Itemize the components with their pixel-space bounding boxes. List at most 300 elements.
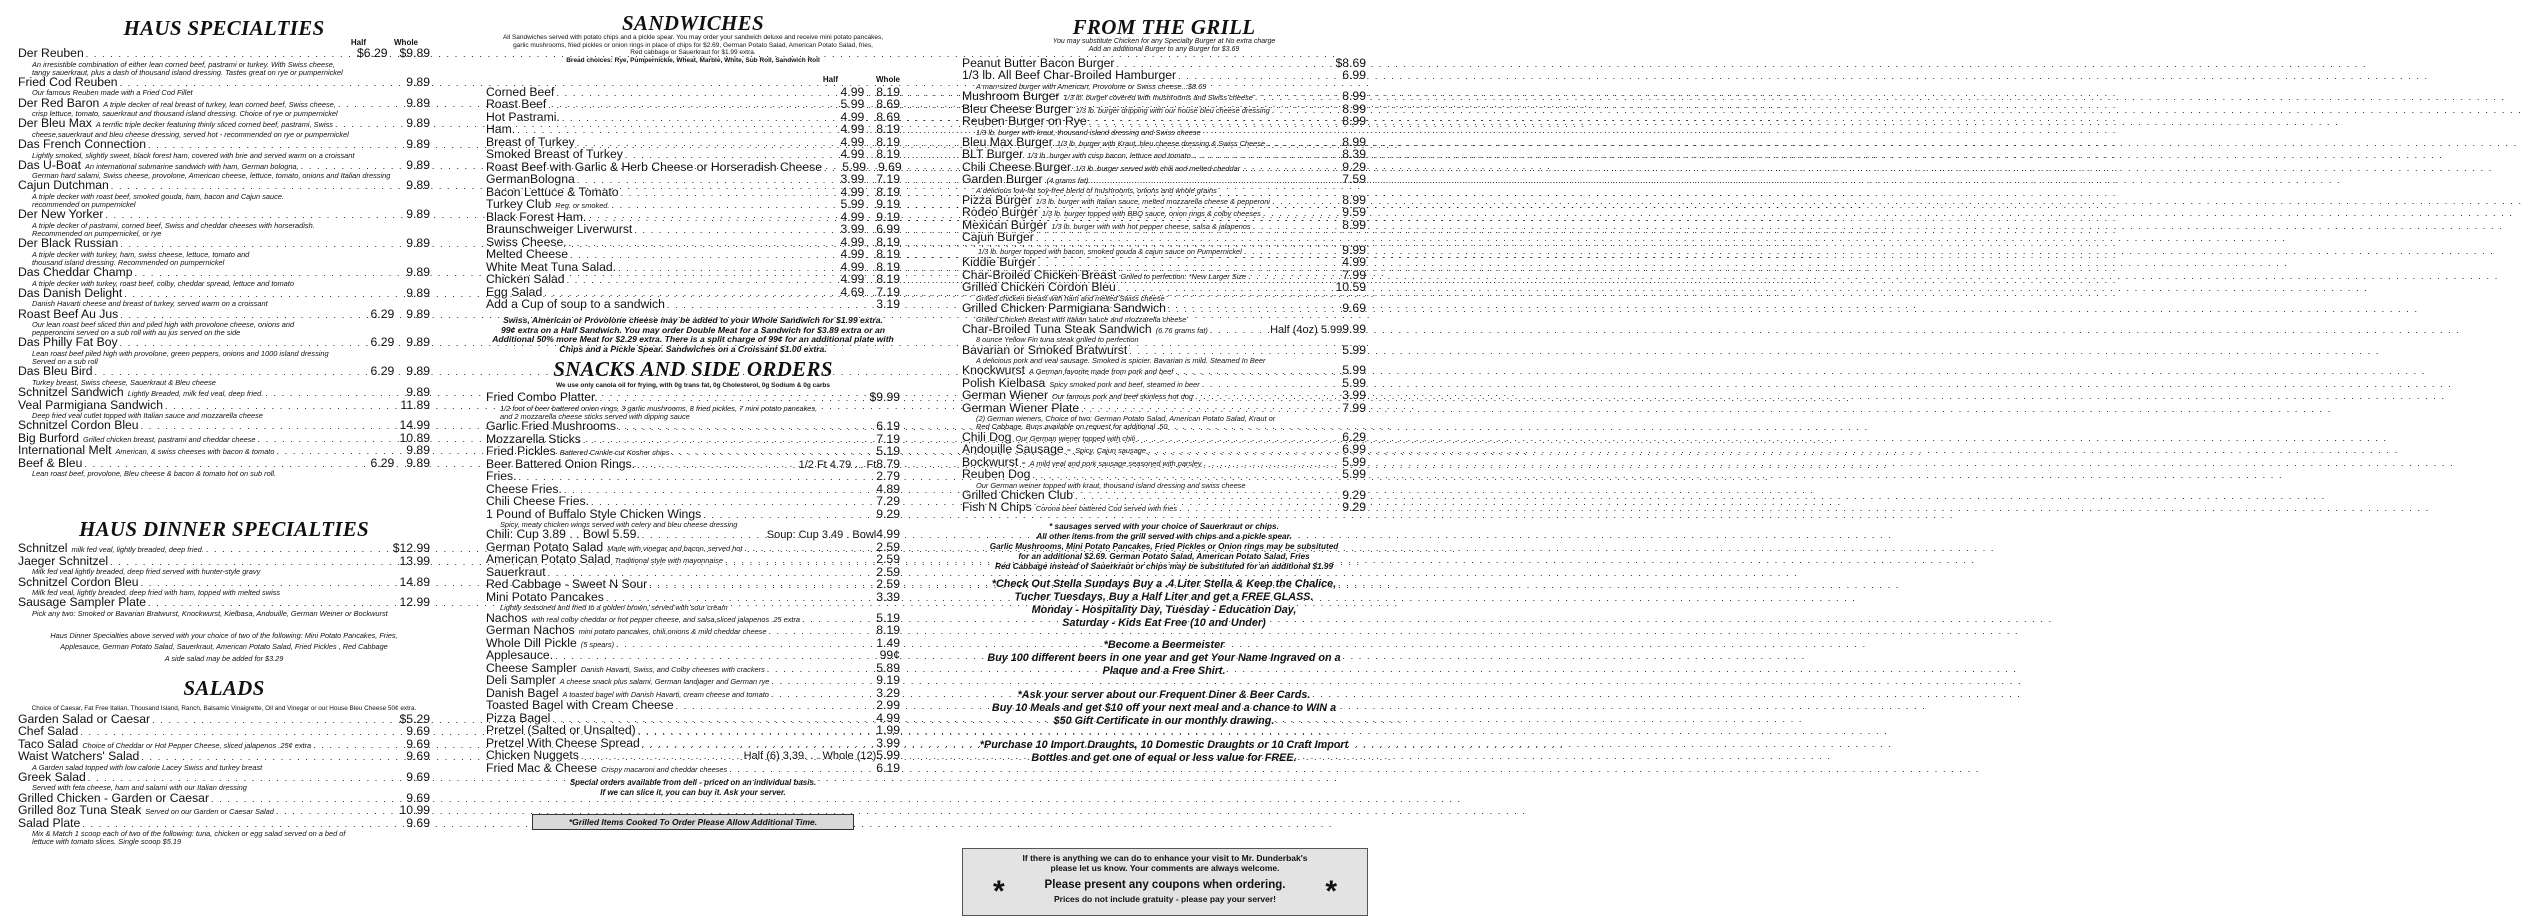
item-name: Cajun Dutchman [18,178,109,193]
menu-item [18,95,430,119]
item-price: 14.89 [399,574,430,589]
haus-specialties-list [18,48,430,478]
item-desc: Pick any two: Smoked or Bavarian Bratwurst, Knockwurst, Kielbasa, Andouille, German Weiner or Bockwurst [32,608,388,618]
item-name: Grilled Chicken Parmigiana Sandwich [962,301,1166,316]
dot-leader [564,485,874,497]
menu-item [486,554,900,567]
item-note: 1/3 lb. burger with Italian sauce, melted mozzarella cheese & pepperoni [1035,196,1270,206]
item-whole-price: 8.19 [876,272,900,287]
item-price: 1.99 [876,723,900,738]
item-note: 1/3 lb. burger covered with mushrooms and Swiss cheese [1063,93,1253,103]
dot-leader [768,626,874,638]
soup-add-price: 3.19 [876,297,900,312]
item-note: Spicy smoked pork and beef, steamed in beer [1049,379,1200,389]
item-price: 9.69 [406,749,430,764]
menu-item [18,711,430,727]
item-name: Taco Salad [18,736,79,751]
dot-leader [868,163,876,175]
item-half-price: 4.99 [840,147,865,162]
grilled-notice [532,814,854,830]
item-desc: Lean roast beef piled high with provolone, green peppers, onions and 1000 island dressing Served on a sub roll [32,348,329,367]
item-name: Pretzel (Salted or Unsalted) [486,723,636,738]
item-name: Breast of Turkey [486,134,575,149]
item-whole-price: 8.19 [876,147,900,162]
promo-frequent-diner: *Ask your server about our Frequent Diner & Beer Cards. Buy 10 Meals and get $10 off your next meal and a chance to WIN a $50 Gift Certificate in our monthly drawing. [991,688,1337,727]
item-name: Knockwurst [962,363,1025,378]
item-note: American, & swiss cheeses with bacon & tomato [115,447,275,457]
item-price: 12.99 [399,595,430,610]
salads-title: SALADS [183,676,265,701]
item-price: 7.29 [876,494,900,509]
item-name: Char-Broiled Chicken Breast [962,267,1117,282]
promo-draughts: *Purchase 10 Import Draughts, 10 Domestic Draughts or 10 Craft Import Bottles and get one of equal or less value for FREE. [979,738,1349,764]
item-name: German Nachos [486,623,575,638]
item-mid-price: Half (6) 3.39. . . Whole (12) [743,750,877,763]
item-whole-price: 8.19 [876,247,900,262]
sandwich-col-headers [486,76,900,84]
item-note: A mild veal and pork sausage seasoned with parsley [1029,458,1202,468]
item-name: Bacon Lettuce & Tomato [486,184,619,199]
item-price: 4.99 [876,710,900,725]
item-name: Chef Salad [18,724,79,739]
item-price: 9.89 [406,137,430,152]
menu-item [962,502,1366,515]
item-price: 6.99 [1342,68,1366,83]
item-mid-price: 1/2 Ft 4.79 . . Ft [798,458,877,471]
menu-item-line [18,209,430,222]
item-half-price: 6.29 [370,306,395,321]
promo-stella: *Check Out Stella Sundays Buy a .4 Liter Stella & Keep the Chalice, Tucher Tuesdays, Buy a Half Liter and get a FREE GLASS. Monday - Hospitality Day, Tuesday - Education Day, Saturday - Kids Eat Free (10 and Under) [991,577,1337,629]
menu-item-line [18,420,430,433]
menu-item-line [18,366,430,379]
menu-item-line [486,760,900,776]
menu-item [18,306,430,338]
menu-item [962,174,1366,195]
dot-leader [211,794,404,806]
item-name: Bleu Max Burger [962,134,1053,149]
item-name: Grilled Chicken - Garden or Caesar [18,790,210,805]
dot-leader [634,225,828,237]
dot-leader [258,434,398,446]
item-price: 9.69 [406,724,430,739]
item-name: International Melt [18,443,112,458]
item-price: 8.99 [1342,217,1366,232]
item-name: Grilled 8oz Tuna Steak [18,803,142,818]
menu-item-line [962,502,1366,515]
item-price: $12.99 [392,541,430,556]
item-name: Schnitzel [18,541,68,556]
item-note: Made with vinegar and bacon, served hot [607,543,743,553]
dot-leader [1091,175,1341,187]
item-price: 4.99 [1342,255,1366,270]
item-name: Mini Potato Pancakes [486,589,604,604]
item-note: Lightly Breaded, milk fed veal, deep fried. [127,389,264,399]
dot-leader [555,651,878,663]
menu-item [18,267,430,288]
dinner-footer-3: A side salad may be added for $3.29 [164,653,284,663]
menu-item-line [18,711,430,727]
dot-leader [611,200,828,212]
menu-item [18,553,430,577]
item-name: Der Black Russian [18,236,119,251]
item-name: White Meat Tuna Salad. [486,259,617,274]
item-name: Waist Watchers' Salad [18,749,140,764]
item-half-price: 4.99 [840,84,865,99]
item-name: Greek Salad [18,769,86,784]
item-half-price: 4.99 [840,122,865,137]
snacks-list [486,392,900,775]
item-whole-price: 8.19 [876,184,900,199]
snacks-title: SNACKS AND SIDE ORDERS [553,356,833,381]
menu-item-line [486,392,900,405]
item-desc: Served with feta cheese, ham and salami with our Italian dressing [32,783,247,793]
item-note: Choice of Cheddar or Hot Pepper Cheese, sliced jalapenos .25¢ extra [82,740,312,750]
item-half-price: 4.99 [840,209,865,224]
item-half-price: 4.99 [840,234,865,249]
item-name: Beef & Bleu [18,455,83,470]
item-whole-price: 8.69 [876,109,900,124]
item-desc: A Garden salad topped with low calorie Lacey Swiss and turkey breast [32,762,263,772]
item-name: Chili Cheese Burger [962,159,1072,174]
dot-leader [141,752,404,764]
item-note: A terrific triple decker featuring thinly sliced corned beef, pastrami, Swiss [95,120,333,130]
item-mid-price: Soup: Cup 3.49 . Bowl [766,529,877,542]
dot-leader [1253,221,1341,233]
item-half-price: 3.99 [840,172,865,187]
item-desc: A triple decker with turkey, ham, swiss cheese, lettuce, tomato and thousand island dressing. Recommended on pumpernickel [32,249,250,267]
notice-line-3: Please present any coupons when ordering. [1044,879,1286,891]
menu-item-line [18,48,430,61]
menu-item [486,84,900,100]
item-desc: Deep fried veal cutlet topped with Italian sauce and mozzarella cheese [32,411,263,421]
item-desc: An irresistible combination of either lean corned beef, pastrami or turkey. With Swiss cheese, tangy sauerkraut, plus a dash of thousand island dressing. Tastes great on rye or pumpernickel [32,59,343,77]
item-name: Grilled Chicken Cordon Bleu [962,280,1116,295]
item-name: Cheese Fries. [486,481,562,496]
item-note: A cheese snack plus salami, German landjager and German rye [559,677,770,687]
item-price: $9.89 [399,46,430,60]
item-name: German Wiener Plate [962,400,1080,415]
item-name: Schnitzel Cordon Bleu [18,574,139,589]
dot-leader [562,113,828,125]
item-name: Cajun Burger [962,230,1034,245]
item-name: Fish N Chips [962,500,1032,515]
item-name: 1/3 lb. All Beef Char-Broiled Hamburger [962,68,1177,83]
haus-specialties-title: HAUS SPECIALTIES [123,16,325,40]
item-name: Smoked Breast of Turkey [486,147,623,162]
item-name: Der Bleu Max [18,116,92,131]
dot-leader [866,150,874,162]
item-half-price: 4.99 [840,184,865,199]
item-whole-price: 8.69 [876,97,900,112]
item-half-price: 4.99 [840,109,865,124]
item-desc: Turkey breast, Swiss cheese, Sauerkraut & Bleu cheese [32,377,216,387]
menu-item [962,342,1366,366]
item-half-price: 6.29 [370,455,395,470]
item-name: Chili: Cup 3.89 . . Bowl 5.59. [486,527,640,542]
item-price: 9.19 [876,673,900,688]
item-whole-price: 9.69 [877,159,902,174]
sandwich-footnote: Swiss, American or Provolone cheese may be added to your Whole Sandwich for $1.99 extra. 99¢ extra on a Half Sandwich. You may order Double Meat for a Sandwich for $3.89 extra or an Additional 50% more Meat for $2.29 extra. There is a split charge of 99¢ for an additional plate with Chips and a Pickle Spear. Sandwiches on a Croissant $1.00 extra. [492,314,894,355]
menu-item [962,232,1366,257]
item-desc: Grilled Chicken Breast with Italian sauce and mozzarella cheese [976,314,1187,324]
dot-leader [667,300,874,312]
salads-intro: Choice of Caesar, Fat Free Italian, Thousand Island, Ranch, Balsamic Vinaigrette, Oil and Vinegar or our House Bleu Cheese 50¢ extra. [31,705,417,713]
item-half-price: 5.99 [840,197,865,212]
item-desc: 1/2 foot of beer battered onion rings, 3 garlic mushrooms, 8 fried pickles, 7 mini potato pancakes, and 2 mozzarella cheese sticks served with dipping sauce [500,403,818,422]
item-price: 9.69 [1342,301,1366,316]
item-price: 14.99 [399,418,430,433]
sandwich-intro-3: Red cabbage or Sauerkraut for $1.99 extra. [630,49,756,57]
item-desc: A man-sized burger with American, Provolone or Swiss cheese...$8.69 [976,81,1207,91]
item-half-price: $6.29 [357,46,388,60]
snacks-intro: We use only canola oil for frying, with 0g trans fat, 0g Cholesterol, 0g Sodium & 0g carbs [555,381,830,389]
dinner-footer-1: Haus Dinner Specialties above served with your choice of two of the following: Mini Potato Pancakes, Fries, [50,631,398,641]
dot-leader [725,555,874,567]
menu-item [18,139,430,160]
item-desc: Milk fed veal lightly breaded, deep fried served with hunter-style gravy [32,567,261,577]
notice-line-2: please let us know. Your comments are always welcome. [1050,863,1280,873]
item-name: Das U-Boat [18,157,81,172]
dot-leader [671,447,874,459]
item-price: 5.19 [876,444,900,459]
item-name: Schnitzel Cordon Bleu [18,418,139,433]
dot-leader [548,100,828,112]
item-desc: A delicious low-fat soy-free blend of mushrooms, onions and whole grains [976,185,1217,195]
dot-leader [866,88,874,100]
menu-item [18,815,430,847]
dot-leader [767,664,874,676]
item-note: Traditional style with mayonnaise [614,556,723,566]
item-whole-price: 8.19 [876,122,900,137]
item-half-price: 4.99 [840,247,865,262]
dot-leader [1263,208,1340,220]
item-whole-price: 9.19 [876,209,900,224]
item-price: 13.99 [399,553,430,568]
dot-leader [313,740,404,752]
item-name: Der Reuben [18,46,84,60]
item-price: $8.69 [1335,55,1366,70]
item-whole-price: 6.99 [876,222,900,237]
item-price: 8.99 [1342,134,1366,149]
dot-leader [1036,233,1364,245]
menu-item-line [18,751,430,764]
soup-add-row [486,299,900,312]
dot-leader [338,99,404,111]
item-name: Hot Pastrami. [486,109,560,124]
item-name: Das French Connection [18,137,147,152]
item-price: 5.99 [876,748,900,763]
item-price: 8.19 [876,623,900,638]
item-price: 10.89 [399,430,430,445]
item-name: Fried Pickles [486,444,556,459]
notice-star-left: * [993,875,1005,908]
menu-item [18,726,430,739]
item-price: 7.59 [1342,172,1366,187]
promo-beermeister: *Become a Beermeister Buy 100 different beers in one year and get Your Name Ingraved on a Plaque and a Free Shirt. [987,638,1341,677]
item-name: Bleu Cheese Burger [962,101,1072,116]
dot-leader [583,435,874,447]
menu-item [962,282,1366,303]
dot-leader [556,88,828,100]
item-name: Nachos [486,610,528,625]
item-price: 9.29 [1342,500,1366,515]
dot-leader [567,275,829,287]
item-price: 9.89 [406,207,430,222]
item-whole-price: 7.19 [876,284,900,299]
item-name: Fries. [486,469,517,484]
dot-leader [1255,92,1340,104]
dot-leader [642,739,874,751]
menu-item-line [486,274,900,287]
item-name: Bockwurst - [962,454,1026,469]
item-name: American Potato Salad [486,552,611,567]
dot-leader [771,689,874,701]
item-name: Garden Burger [962,172,1043,187]
dot-leader [206,544,391,556]
haus-half-header: Half [350,38,366,47]
item-name: Rodeo Burger [962,205,1038,220]
item-price: 7.99 [1342,400,1366,415]
item-name: Veal Parmigiana Sandwich [18,397,163,412]
item-note: milk fed veal, lightly breaded, deep fried. [71,545,204,555]
sandwich-intro-1: All Sandwiches served with potato chips and a pickle spear. You may order your sandwich deluxe and receive mini potato pancakes, [502,34,884,41]
menu-item-line [486,84,900,100]
item-name: Das Bleu Bird [18,364,93,379]
item-price: 5.19 [876,610,900,625]
dot-leader [866,250,874,262]
dot-leader [1210,325,1265,337]
item-price: 9.29 [1342,487,1366,502]
dot-leader [120,239,404,251]
item-price: 6.99 [1342,442,1366,457]
item-note: with real colby cheddar or hot pepper cheese, and salsa,sliced jalapenos .25 extra [531,614,801,624]
menu-item [18,574,430,598]
item-name: Andouille Sausage - [962,442,1072,457]
item-name: Cheese Sampler [486,660,577,675]
menu-item [18,118,430,139]
dot-leader [676,701,875,713]
menu-item-line [18,238,430,251]
item-name: Kiddie Burger [962,255,1036,270]
dinner-footer-2: Applesauce, German Potato Salad, Sauerkraut, American Potato Salad, Fried Pickles , Red Cabbage [60,642,388,652]
item-price: 9.69 [406,769,430,784]
grill-title: FROM THE GRILL [1072,15,1256,39]
item-name: Whole Dill Pickle [486,635,577,650]
menu-item [486,392,900,421]
menu-item [18,455,430,479]
dot-leader [1193,150,1341,162]
notice-star-right: * [1325,875,1337,908]
item-name: Deli Sampler [486,673,556,688]
item-price: 6.29 [1342,429,1366,444]
sandwich-intro-2: garlic mushrooms, fried pickles or onion rings in place of chips for $2.69, German Potato Salad, American Potato Salad, fries, [513,41,873,49]
dot-leader [649,580,874,592]
item-desc: Grilled chicken breast with ham and melted Swiss cheese [976,293,1165,303]
dot-leader [518,472,874,484]
grill-intro-1: You may substitute Chicken for any Specialty Burger at No extra charge [1052,38,1276,45]
menu-item [18,337,430,366]
item-price: 9.89 [406,265,430,280]
item-whole-price: 7.19 [876,172,900,187]
item-note: 1/3 lb. burger dripping with our house bleu cheese dressing [1075,105,1270,115]
item-price: 8.39 [1342,147,1366,162]
item-name: Bavarian or Smoked Bratwurst [962,342,1128,357]
dot-leader [824,163,830,175]
item-price: 4.89 [876,481,900,496]
item-desc: 1/3 lb. burger with kraut, thousand island dressing and Swiss cheese [976,127,1201,137]
item-price: 9.89 [406,385,430,400]
dot-leader [866,213,874,225]
dot-leader [1244,246,1341,258]
sandwich-list [486,84,902,300]
item-desc: Lightly smoked, slightly sweet, black forest ham, covered with brie and served warm on a croissant [32,150,355,160]
dot-leader [80,727,404,739]
dot-leader [744,543,874,555]
item-note: Battered Crinkle cut Kosher chips [559,448,670,458]
item-note: Served on our Garden or Caesar Salad [145,807,274,817]
item-note: 1/3 lb. burger served with chili and melted cheddar [1075,163,1241,173]
item-price: 8.79 [876,456,900,471]
dot-leader [866,188,874,200]
item-price: 5.99 [1342,467,1366,482]
item-name: Sausage Sampler Plate [18,595,147,610]
item-name: Pizza Burger [962,192,1032,207]
right-column [962,0,1366,765]
menu-item [18,157,430,181]
item-name: Der Red Baron [18,95,100,110]
menu-item-line [962,469,1366,482]
item-desc: A delicious pork and veal sausage. Smoked is spicier. Bavarian is mild. Steamed In Beer [976,356,1266,366]
item-name: GermanBologna [486,172,575,187]
item-price: 2.59 [876,564,900,579]
item-name: Roast Beef [486,97,547,112]
dot-leader [1168,304,1340,316]
item-note: 1/3 lb. burger with crisp bacon, lettuce and tomato [1027,151,1191,161]
item-desc: Spicy, meaty chicken wings served with celery and bleu cheese dressing [500,520,738,530]
item-note: A triple decker of real breast of turkey, lean corned beef, Swiss cheese, [103,99,336,109]
haus-col-headers [351,39,430,47]
item-price: 9.89 [406,74,430,89]
item-name: Reuben Burger on Rye [962,114,1087,129]
sandwich-half-header: Half [822,74,838,84]
item-half-price: 4.99 [840,272,865,287]
item-name: Danish Bagel [486,685,559,700]
item-name: BLT Burger [962,147,1024,162]
item-name: Chicken Salad [486,272,565,287]
sandwiches-title: SANDWICHES [622,11,764,35]
item-price: 2.99 [876,698,900,713]
dot-leader [1089,117,1341,129]
item-price: 2.79 [876,469,900,484]
item-desc: 8 ounce Yellow Fin tuna steak grilled to perfection [976,335,1139,345]
sandwich-breads: Bread choices: Rye, Pumpernickle, Wheat, Marble, White, Sub Roll, Sandwich Roll [566,56,820,64]
dot-leader [866,275,874,287]
item-desc: cheese,sauerkraut and bleu cheese dressing, served hot - recommended on rye or pumpernickel [32,129,349,139]
dot-leader [581,751,739,763]
notice-box [962,848,1368,916]
item-half-price: 4.99 [840,134,865,149]
grilled-notice-text: *Grilled Items Cooked To Order Please Allow Additional Time. [568,817,818,828]
item-name: Corned Beef [486,84,555,99]
grill-footnote: * sausages served with your choice of Sauerkraut or chips. All other items from the grill served with chips and a pickle spear. Garlic Mushrooms, Mini Potato Pancakes, Fried Pickles or Onion rings may be subsituted for an additional $2.69. German Potato Salad, American Potato Salad, Fries Red Cabbage instead of Sauerkraut or chips may be substituted for an additional $1.99 [989,521,1339,571]
dot-leader [1148,445,1340,457]
menu-item [486,589,900,613]
menu-item [962,303,1366,324]
item-price: 1.49 [876,635,900,650]
menu-item [18,238,430,267]
item-note: A German favorite made from pork and beef [1029,367,1174,377]
item-desc: Lean roast beef, provolone, Bleu cheese & bacon & tomato hot on sub roll. [32,469,277,479]
